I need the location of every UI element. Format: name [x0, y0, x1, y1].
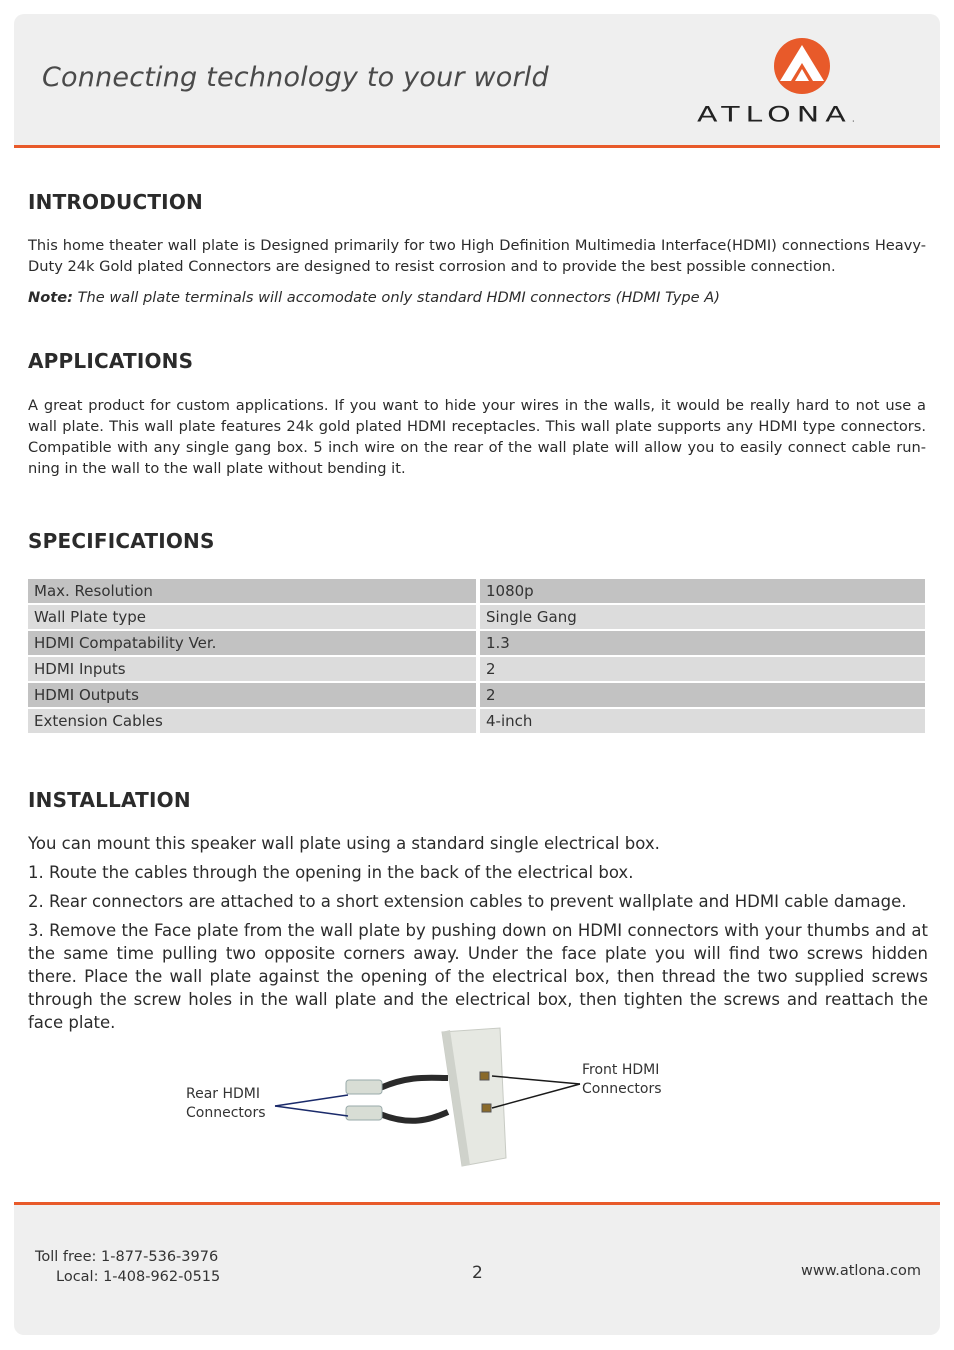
spec-value: 2 — [480, 683, 925, 707]
spec-label: Extension Cables — [28, 709, 476, 733]
specifications-table — [28, 577, 925, 735]
installation-step-2: 2. Rear connectors are attached to a short extension cables to prevent wallplate and HDMI cable damage. — [28, 892, 907, 911]
table-row — [28, 709, 925, 733]
table-row — [28, 579, 925, 603]
spec-label: HDMI Compatability Ver. — [28, 631, 476, 655]
applications-body: A great product for custom applications. If you want to hide your wires in the walls, it would be really hard to not use a wall plate. This wall plate features 24k gold plated HDMI receptacles. This wall plate supports any HDMI type connectors. Compatible with any single gang box. 5 inch wire on the rear of the wall plate will allow you to easily connect cable run-ning in the wall to the wall plate without bending it. — [28, 397, 926, 477]
footer-local: Local: 1-408-962-0515 — [56, 1269, 221, 1285]
table-row — [28, 657, 925, 681]
rear-connector-top — [346, 1080, 382, 1094]
spec-label: HDMI Inputs — [28, 657, 476, 681]
front-hdmi-port-bottom — [482, 1104, 491, 1112]
spec-value: Single Gang — [480, 605, 925, 629]
rear-hdmi-label: Rear HDMI Connectors — [186, 1086, 266, 1121]
introduction-heading: INTRODUCTION — [28, 190, 203, 214]
spec-label: Wall Plate type — [28, 605, 476, 629]
table-row — [28, 683, 925, 707]
header-tagline: Connecting technology to your world — [42, 62, 549, 93]
spec-value: 1.3 — [480, 631, 925, 655]
introduction-body: This home theater wall plate is Designed primarily for two High Definition Multimedia Interface(HDMI) connections Heavy-Duty 24k Gold plated Connectors are designed to resist corrosion and to provide the best possible connection. — [28, 237, 926, 275]
specifications-heading: SPECIFICATIONS — [28, 529, 215, 553]
spec-label: Max. Resolution — [28, 579, 476, 603]
installation-step-3: 3. Remove the Face plate from the wall plate by pushing down on HDMI connectors with your thumbs and at the same time pulling two opposite corners away. Under the face plate you will find two screws hidden there. Place the wall plate against the opening of the electrical box, then thread the two supplied screws through the screw holes in the wall plate and the electrical box, then tighten the screws and reattach the face plate. — [28, 921, 928, 1032]
wall-plate-figure — [180, 1020, 700, 1170]
installation-heading: INSTALLATION — [28, 788, 191, 812]
front-hdmi-label: Front HDMI Connectors — [582, 1062, 662, 1097]
note-text: The wall plate terminals will accomodate only standard HDMI connectors (HDMI Type A) — [77, 289, 720, 306]
spec-value: 4-inch — [480, 709, 925, 733]
table-row — [28, 631, 925, 655]
header-divider — [14, 145, 940, 148]
page-number: 2 — [472, 1263, 483, 1283]
table-row — [28, 605, 925, 629]
introduction-note — [28, 287, 926, 308]
applications-heading: APPLICATIONS — [28, 349, 194, 373]
footer-website[interactable]: www.atlona.com — [801, 1263, 921, 1279]
atlona-logo-icon — [773, 37, 831, 95]
atlona-logo-text: ATLONA. — [697, 101, 855, 128]
spec-value: 1080p — [480, 579, 925, 603]
front-hdmi-port-top — [480, 1072, 489, 1080]
spec-label: HDMI Outputs — [28, 683, 476, 707]
rear-connector-bottom — [346, 1106, 382, 1120]
note-label: Note: — [28, 289, 73, 306]
spec-value: 2 — [480, 657, 925, 681]
installation-step-1: 1. Route the cables through the opening in the back of the electrical box. — [28, 863, 634, 882]
footer-toll-free: Toll free: 1-877-536-3976 — [35, 1249, 219, 1265]
installation-intro: You can mount this speaker wall plate using a standard single electrical box. — [28, 834, 660, 853]
